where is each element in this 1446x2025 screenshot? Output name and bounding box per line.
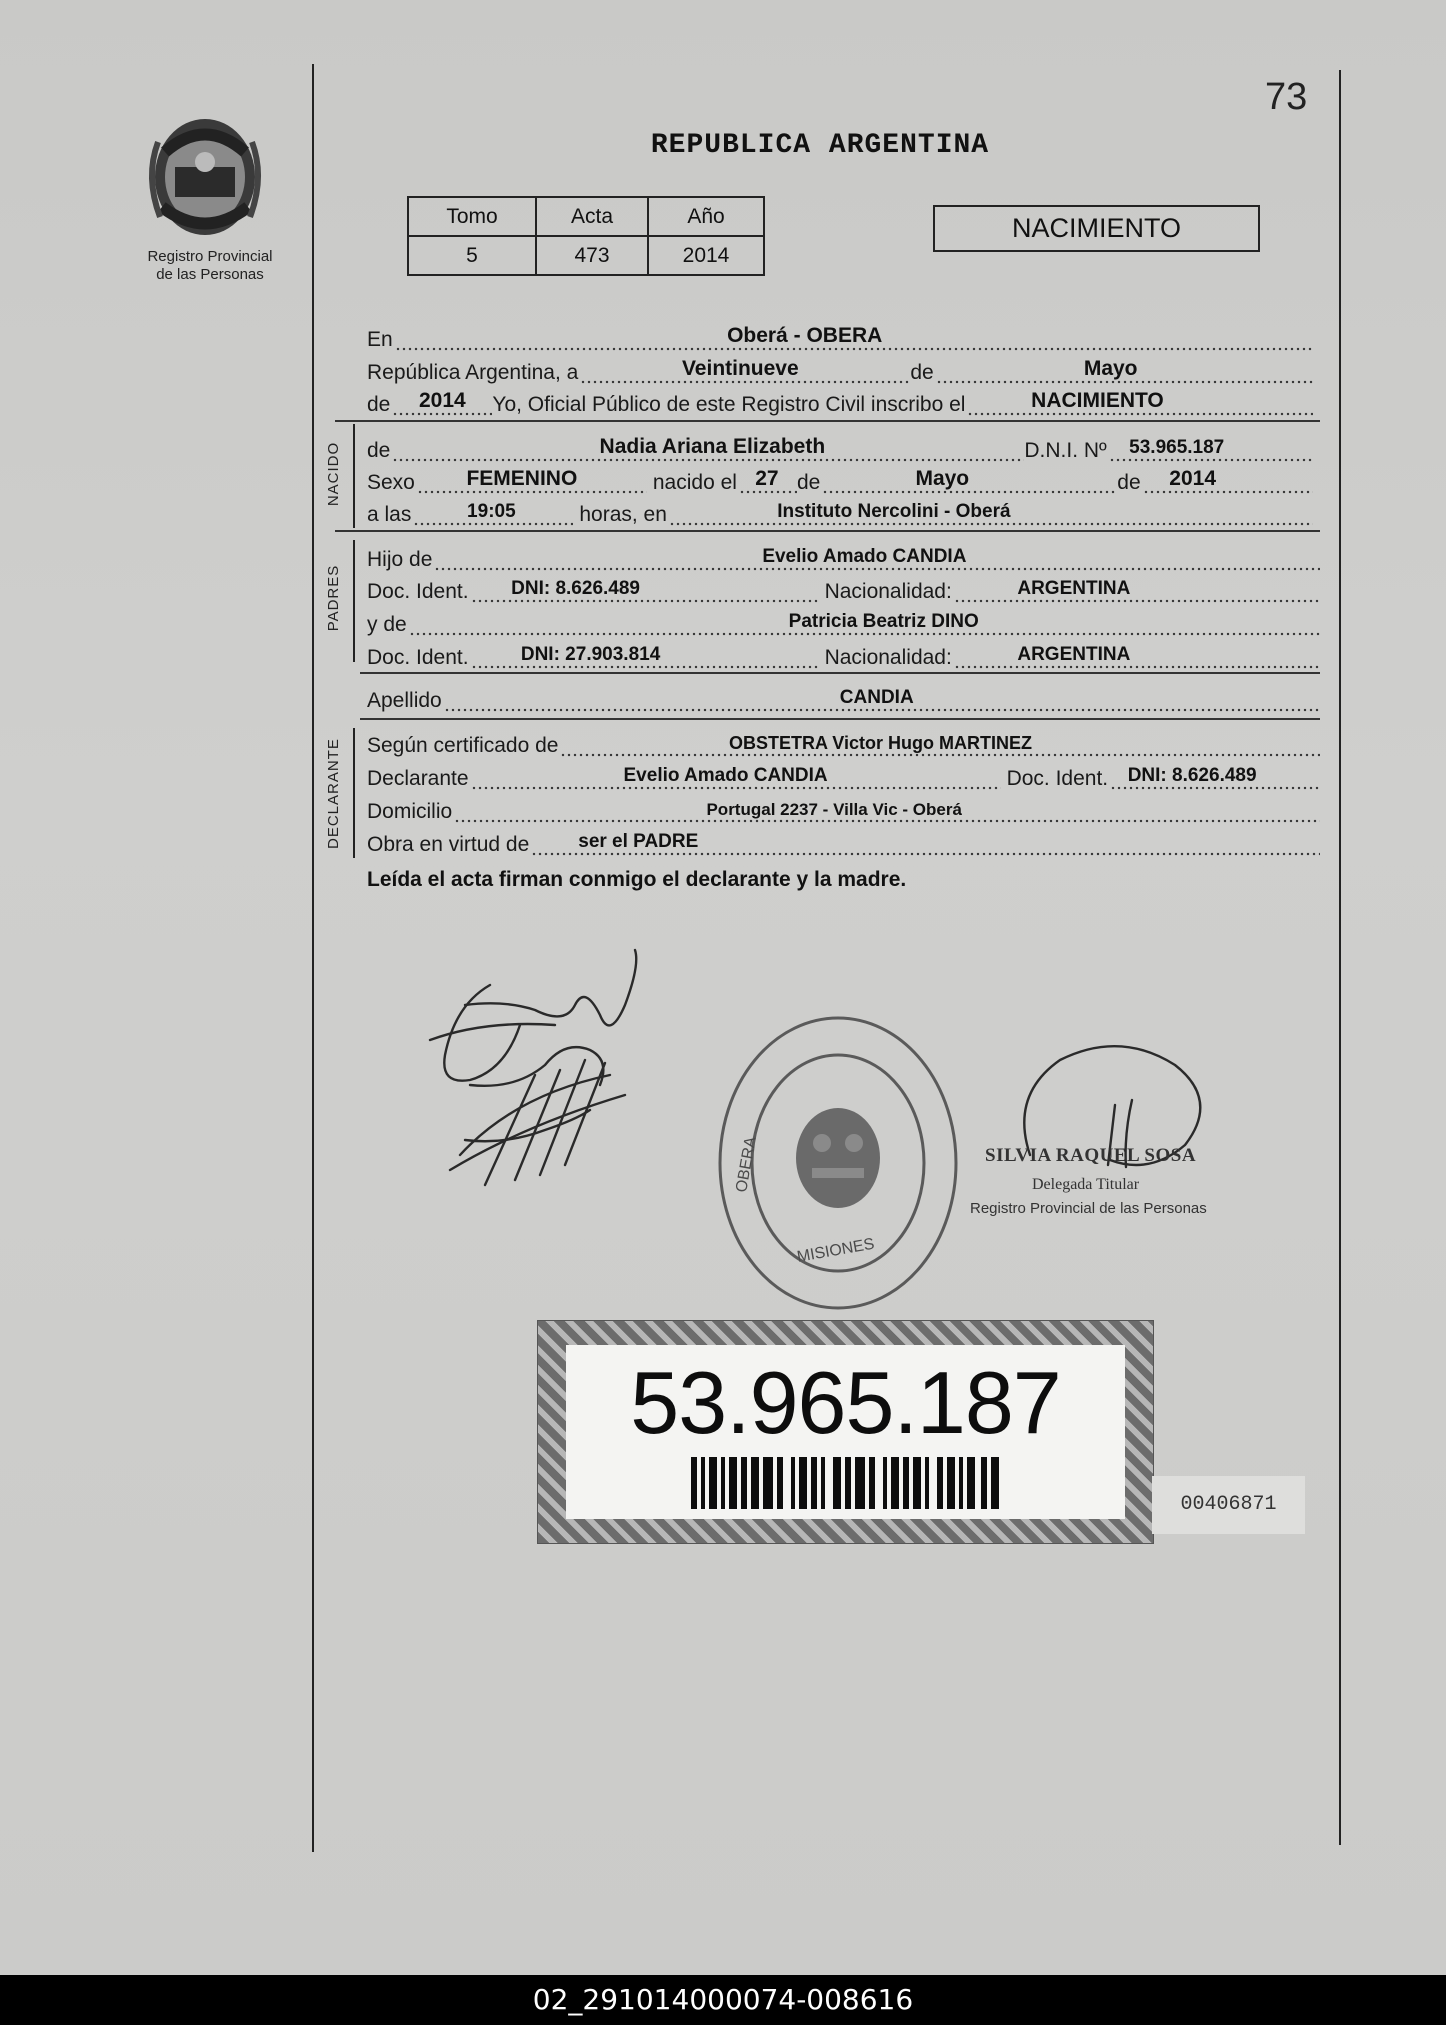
left-margin-line — [312, 64, 314, 1852]
label-a-las: a las — [367, 503, 412, 526]
row-nacido-name — [367, 435, 1313, 463]
field-act — [967, 389, 1313, 417]
value-domicilio: Portugal 2237 - Villa Vic - Oberá — [706, 800, 962, 819]
label-de-year: de — [367, 393, 391, 416]
value-place: Oberá - OBERA — [727, 324, 883, 347]
field-birth-place — [669, 499, 1313, 527]
barcode-icon — [691, 1457, 1001, 1509]
document-title: REPUBLICA ARGENTINA — [650, 130, 990, 161]
field-month — [936, 357, 1313, 385]
field-birth-month — [822, 467, 1117, 495]
label-dni: D.N.I. Nº — [1024, 439, 1107, 462]
scan-footer-id: 02_291014000074-008616 — [0, 1975, 1446, 2025]
field-declarante — [471, 763, 1001, 791]
official-office: Registro Provincial de las Personas — [970, 1200, 1207, 1217]
svg-text:OBERA: OBERA — [733, 1135, 760, 1194]
row-mother-doc — [367, 642, 1320, 670]
value-child-dni: 53.965.187 — [1129, 437, 1225, 458]
dni-sticker-number: 53.965.187 — [630, 1353, 1061, 1452]
row-apellido — [367, 685, 1320, 713]
label-certificado: Según certificado de — [367, 734, 559, 757]
section-label-nacido: NACIDO — [325, 441, 342, 507]
field-birth-day — [739, 467, 797, 495]
register-header-row — [408, 197, 764, 236]
label-father-doc: Doc. Ident. — [367, 580, 469, 603]
value-month: Mayo — [1083, 357, 1138, 380]
label-nacido-el: nacido el — [652, 471, 737, 494]
field-father — [434, 544, 1320, 572]
logo-caption-line1: Registro Provincial — [147, 248, 273, 265]
value-year: 2014 — [419, 389, 466, 412]
dni-sticker-inner — [566, 1345, 1125, 1519]
value-mother: Patricia Beatriz DINO — [788, 611, 979, 632]
value-father-nat: ARGENTINA — [1017, 578, 1131, 599]
register-value-ano: 2014 — [648, 236, 764, 275]
register-header-tomo: Tomo — [408, 197, 536, 236]
official-stamp-icon — [712, 1008, 964, 1318]
value-certificado: OBSTETRA Victor Hugo MARTINEZ — [728, 733, 1032, 753]
label-oficial: Yo, Oficial Público de este Registro Civil inscribo el — [492, 393, 966, 416]
register-header-ano: Año — [648, 197, 764, 236]
official-role: Delegada Titular — [1032, 1176, 1140, 1193]
label-de-birth-year: de — [1117, 471, 1141, 494]
row-father-doc — [367, 576, 1320, 604]
closing-statement: Leída el acta firman conmigo el declarante y la madre. — [367, 868, 907, 891]
bracket-nacido — [353, 424, 355, 528]
field-mother-nat — [954, 642, 1320, 670]
label-father-nat: Nacionalidad: — [824, 580, 952, 603]
right-margin-line — [1339, 70, 1341, 1845]
value-time: 19:05 — [467, 501, 516, 522]
row-mother — [367, 609, 1320, 637]
value-apellido: CANDIA — [839, 687, 914, 708]
field-year — [392, 389, 492, 417]
value-birth-month: Mayo — [915, 467, 970, 490]
register-value-acta: 473 — [536, 236, 648, 275]
value-birth-place: Instituto Nercolini - Oberá — [777, 501, 1011, 522]
official-name: SILVIA RAQUEL SOSA — [985, 1145, 1197, 1166]
register-value-tomo: 5 — [408, 236, 536, 275]
row-nacido-time — [367, 499, 1313, 527]
row-declarante — [367, 763, 1320, 791]
value-sex: FEMENINO — [466, 467, 578, 490]
bracket-declarante — [353, 728, 355, 858]
value-declarante-doc: DNI: 8.626.489 — [1127, 765, 1257, 786]
row-domicilio — [367, 796, 1320, 824]
register-table — [407, 196, 765, 276]
row-republica — [367, 357, 1313, 385]
field-day-words — [580, 357, 910, 385]
value-mother-nat: ARGENTINA — [1017, 644, 1131, 665]
field-child-dni — [1109, 435, 1313, 463]
field-obra — [531, 829, 1320, 857]
rule-apellido-top — [360, 672, 1320, 674]
label-de-name: de — [367, 439, 391, 462]
value-day-words: Veintinueve — [681, 357, 799, 380]
row-year — [367, 389, 1313, 417]
register-header-acta: Acta — [536, 197, 648, 236]
value-obra: ser el PADRE — [578, 831, 699, 852]
section-label-padres: PADRES — [325, 564, 342, 632]
row-father — [367, 544, 1320, 572]
field-apellido — [444, 685, 1320, 713]
value-father-doc: DNI: 8.626.489 — [511, 578, 640, 599]
label-republica: República Argentina, a — [367, 361, 579, 384]
section-label-declarante: DECLARANTE — [325, 738, 342, 849]
row-certificado — [367, 730, 1320, 758]
label-y-de: y de — [367, 613, 407, 636]
field-place — [395, 324, 1313, 352]
label-domicilio: Domicilio — [367, 800, 453, 823]
bracket-padres — [353, 540, 355, 662]
register-value-row — [408, 236, 764, 275]
label-sexo: Sexo — [367, 471, 415, 494]
value-birth-day: 27 — [755, 467, 779, 490]
field-sex — [417, 467, 647, 495]
rule-apellido-bottom — [360, 718, 1320, 720]
value-declarante: Evelio Amado CANDIA — [623, 765, 828, 786]
field-time — [413, 499, 573, 527]
value-child-name: Nadia Ariana Elizabeth — [599, 435, 826, 458]
field-child-name — [392, 435, 1024, 463]
row-obra — [367, 829, 1320, 857]
value-act: NACIMIENTO — [1031, 389, 1164, 412]
value-mother-doc: DNI: 27.903.814 — [520, 644, 661, 665]
label-apellido: Apellido — [367, 689, 442, 712]
logo-caption-line2: de las Personas — [156, 266, 264, 283]
label-de-month: de — [910, 361, 934, 384]
label-mother-nat: Nacionalidad: — [824, 646, 952, 669]
label-en: En — [367, 328, 393, 351]
label-declarante-doc: Doc. Ident. — [1006, 767, 1109, 790]
value-father: Evelio Amado CANDIA — [762, 546, 967, 567]
field-birth-year — [1143, 467, 1313, 495]
field-mother-doc — [471, 642, 819, 670]
label-de-birth-month: de — [796, 471, 821, 494]
field-mother — [409, 609, 1320, 637]
label-hijo-de: Hijo de — [367, 548, 433, 571]
record-type-box: NACIMIENTO — [933, 205, 1260, 252]
field-father-nat — [954, 576, 1320, 604]
dni-sticker — [537, 1320, 1154, 1544]
label-obra: Obra en virtud de — [367, 833, 530, 856]
serial-number: 00406871 — [1152, 1476, 1305, 1534]
declarant-signature-icon — [425, 945, 655, 1195]
rule-padres-top — [335, 530, 1320, 532]
svg-text:MISIONES: MISIONES — [795, 1235, 876, 1266]
field-certificado — [560, 730, 1320, 758]
rule-nacido-top — [335, 420, 1320, 422]
page-number: 73 — [1265, 76, 1308, 118]
row-nacido-sex — [367, 467, 1313, 495]
logo-caption — [120, 248, 300, 284]
label-declarante: Declarante — [367, 767, 469, 790]
province-seal-icon — [140, 112, 270, 242]
label-mother-doc: Doc. Ident. — [367, 646, 469, 669]
row-en — [367, 324, 1313, 352]
field-domicilio — [454, 796, 1320, 824]
value-birth-year: 2014 — [1169, 467, 1217, 490]
field-declarante-doc — [1110, 763, 1320, 791]
label-horas-en: horas, en — [579, 503, 667, 526]
field-father-doc — [471, 576, 819, 604]
